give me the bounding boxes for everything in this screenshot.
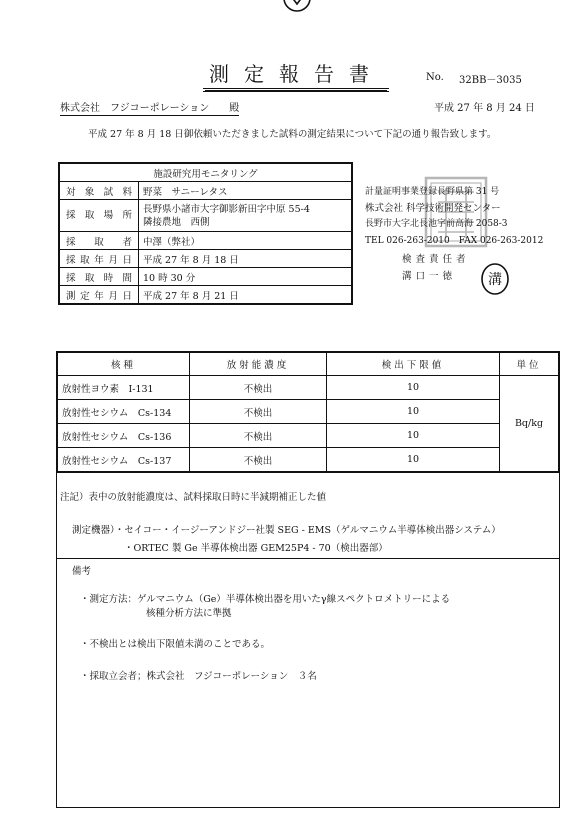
method-line-1: ・測定方法：ゲルマニウム（Ge）半導体検出器を用いたγ線スペクトロメトリーによる: [80, 594, 451, 605]
witness-note: ・採取立会者；株式会社 フジコーポレーション ３名: [80, 671, 317, 682]
collection-time-value: 10 時 30 分: [139, 268, 353, 286]
header-concentration: 放射能濃度: [190, 352, 327, 376]
document-title: 測定報告書: [203, 60, 389, 89]
concentration-value: 不検出: [190, 376, 327, 400]
location-line-2: 隣接農地 西側: [143, 216, 210, 228]
collection-time-label: 採取時間: [59, 268, 139, 286]
results-header-row: [57, 352, 559, 376]
sample-info-table: [58, 162, 353, 305]
instrument-line-2: ・ORTEC 製 Ge 半導体検出器 GEM25P4 - 70（検出器部）: [124, 543, 388, 554]
method-line-2: 核種分析方法に準拠: [146, 608, 232, 619]
issuer-phone-fax: TEL 026-263-2010 FAX 026-263-2012: [365, 236, 544, 246]
table-row: [57, 376, 559, 400]
header-detection-limit: 検出下限値: [327, 352, 500, 376]
seal-character: 溝: [488, 272, 502, 288]
title-underline: [203, 91, 389, 92]
section-divider: [56, 558, 560, 559]
concentration-value: 不検出: [190, 448, 327, 473]
measurement-date-value: 平成 27 年 8 月 21 日: [139, 286, 353, 305]
location-line-1: 長野県小諸市大字御影新田字中原 55-4: [143, 203, 310, 215]
certification-number: 計量証明事業登録長野県第 31 号: [365, 187, 500, 197]
detection-limit-value: 10: [327, 400, 500, 424]
table-row: [59, 286, 352, 305]
concentration-value: 不検出: [190, 424, 327, 448]
intro-text: 平成 27 年 8 月 18 日御依頼いただきました試料の測定結果について下記の通り報告致します。: [88, 129, 497, 140]
nuclide-name: 放射性セシウム Cs-136: [57, 424, 190, 448]
recipient-company: 株式会社 フジコーポレーション 殿: [60, 99, 239, 116]
inspection-chief-name: 溝口一徳: [402, 271, 457, 282]
sample-value: 野菜 サニーレタス: [139, 182, 353, 200]
personal-seal-stamp: [480, 262, 510, 296]
collector-value: 中澤（弊社）: [139, 232, 353, 250]
collection-date-label: 採取年月日: [59, 250, 139, 268]
issuer-address: 長野市大字北長池字前高海 2058-3: [365, 219, 508, 229]
detection-limit-value: 10: [327, 376, 500, 400]
collection-date-value: 平成 27 年 8 月 18 日: [139, 250, 353, 268]
nuclide-name: 放射性セシウム Cs-137: [57, 448, 190, 473]
report-number-label: No.: [426, 72, 444, 83]
nuclide-name: 放射性ヨウ素 I-131: [57, 376, 190, 400]
location-label: 採取場所: [59, 200, 139, 232]
nuclide-name: 放射性セシウム Cs-134: [57, 400, 190, 424]
not-detected-note: ・不検出とは検出下限値未満のことである。: [80, 639, 271, 650]
concentration-value: 不検出: [190, 400, 327, 424]
correction-note: 注記）表中の放射能濃度は、試料採取日時に半減期補正した値: [60, 492, 327, 503]
detection-limit-value: 10: [327, 448, 500, 473]
issuer-organization: 株式会社 科学技術開発センター: [365, 203, 501, 214]
unit-value: Bq/kg: [500, 376, 560, 473]
table-row: [59, 268, 352, 286]
table-row: [59, 182, 352, 200]
remarks-label: 備考: [72, 566, 92, 577]
sample-table-heading: 施設研究用モニタリング: [59, 163, 352, 182]
table-row: [57, 424, 559, 448]
location-value: [139, 200, 353, 232]
inspection-chief-title: 検査責任者: [402, 254, 470, 265]
header-nuclide: 核種: [57, 352, 190, 376]
instrument-line-1: 測定機器）・セイコー・イージーアンドジー社製 SEG - EMS（ゲルマニウム半導体検出器システム）: [72, 525, 501, 536]
header-unit: 単位: [500, 352, 560, 376]
collector-label: 採取者: [59, 232, 139, 250]
detection-limit-value: 10: [327, 424, 500, 448]
sample-label: 対象試料: [59, 182, 139, 200]
table-row: [59, 232, 352, 250]
results-table: [56, 351, 560, 473]
table-row: [57, 400, 559, 424]
top-emblem-icon: [282, 0, 312, 16]
table-row: [59, 200, 352, 232]
report-number: 32BB－3035: [459, 75, 522, 86]
table-row: [57, 448, 559, 473]
measurement-date-label: 測定年月日: [59, 286, 139, 305]
issue-date: 平成 27 年 8 月 24 日: [434, 103, 535, 114]
table-row: [59, 250, 352, 268]
